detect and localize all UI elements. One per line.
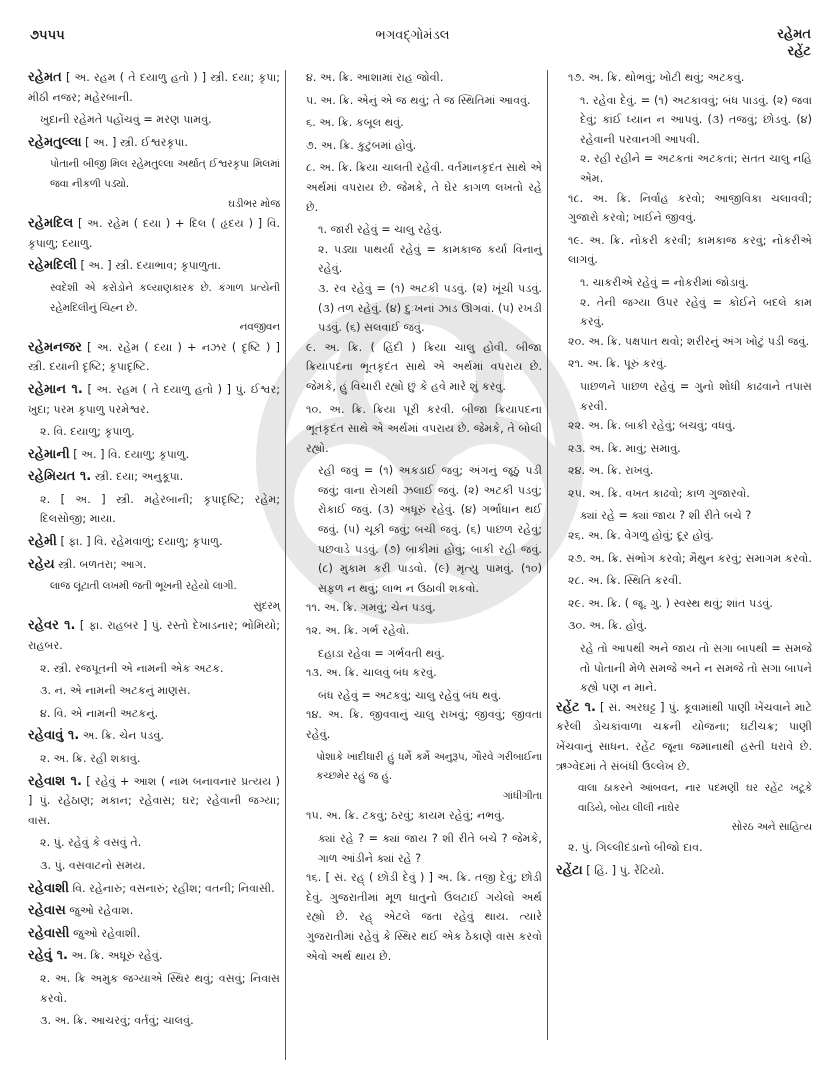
definition: અ. ક્રિ. અધૂરું રહેવું.: [71, 949, 163, 963]
page-number: ૭૫૫૫: [30, 28, 65, 43]
dictionary-entry: [28, 256, 280, 276]
column-right: [556, 68, 812, 1057]
headword: રહેમી: [28, 534, 57, 550]
quotation: [294, 748, 542, 807]
headword: રહેવાશી: [28, 880, 69, 896]
sense: ૫. અ. ક્રિ. એનું એ જ થવું; તે જ સ્થિતિમાં આવવું.: [306, 93, 531, 107]
sense: ૧૫. અ. ક્રિ. ટકવું; ઠરવું; કાયમ રહેવું; નભવું.: [306, 809, 505, 823]
definition: [ અ. ] સ્ત્રી. ઈશ્વરકૃપા.: [85, 135, 188, 149]
idiom: બંધ રહેવું = અટકવું; ચાલુ રહેવું બંધ થવું.: [318, 688, 502, 702]
sense: ૭. અ. ક્રિ. કુટુંબમાં હોવું.: [306, 138, 417, 152]
definition: [ અ. ] સ્ત્રી. દયાભાવ; કૃપાળુતા.: [80, 259, 222, 273]
column-divider: [285, 70, 286, 1060]
sense: ૯. અ. ક્રિ. ( હિંદી ) ક્રિયા ચાલુ હોવી. બીજા ક્રિયાપદના ભૂતકૃદંત સાથે એ અર્થમાં વપરાય છે. જેમકે, હું વિચારી રહ્યો છું કે હવે મારે શું કરવું.: [306, 340, 542, 393]
sense: ૨. સ્ત્રી. રજપૂતની એ નામની એક અટક.: [40, 661, 224, 675]
idiom: રહી જવું = (૧) અકડાઈ જવું; અંગનું જૂઠું પડી જવું; વાના રોગથી ઝલાઈ જવું. (૨) અટકી પડવું; રોકાઈ જવું. (૩) અધૂરું રહેવું. (૪) ગર્ભાધાન થઈ જવું. (૫) ચૂકી જવું; બચી જવું. (૬) પાછળ રહેવું; પછવાડે પડવું. (૭) બાકીમાં હોવું; બાકી રહી જવું. (૮) મુકામ કરી પાડવો. (૯) મૃત્યુ પામવું. (૧૦) સફળ ન થવું; લાભ ન ઉઠાવી શકવો.: [318, 464, 542, 595]
definition: સ્ત્રી. દયા; અનુકૂપા.: [94, 470, 184, 484]
dictionary-entry: [28, 532, 280, 552]
sense: ૨૭. અ. ક્રિ. સંભોગ કરવો; મૈથુન કરવું; સમાગમ કરવો.: [568, 551, 812, 565]
headword: રહેવર ૧.: [28, 618, 76, 634]
headword: રહેમાન ૧.: [28, 381, 83, 397]
sense: ૩. પું. વસવાટનો સમય.: [40, 858, 146, 872]
sense: ૮. અ. ક્રિ. ક્રિયા ચાલતી રહેવી. વર્તમાનકૃદંત સાથે એ અર્થમાં વપરાય છે. જેમકે, તે ઘેર કાગળ લખતો રહે છે.: [306, 161, 542, 214]
dictionary-entry: [28, 772, 280, 831]
dictionary-entry: [28, 946, 280, 966]
sense: ૨૩. અ. ક્રિ. માવું; સમાવું.: [568, 441, 681, 455]
quotation: [28, 155, 280, 214]
sense: ૨૯. અ. ક્રિ. ( જૂ. ગુ. ) સ્વસ્થ થવું; શાંત પડવું.: [568, 596, 773, 610]
quote-text: પોશાકે ખાદીધારી હું ધર્મે કર્મે અનુરૂપ, ગૌરવે ગરીબાઈના કચ્છમેર રહું જ હું.: [316, 750, 542, 783]
dictionary-entry: [556, 861, 812, 881]
sense: ૨. પું. રહેવું કે વસવું તે.: [40, 836, 142, 850]
definition: વિ. રહેનારું; વસનારું; રહીશ; વતની; નિવાસી.: [72, 881, 275, 895]
guide-word-last: રહેંટ: [787, 44, 811, 59]
headword: રહેવાવું ૧.: [28, 728, 80, 744]
quote-text: વાલા ઠાકરને આંબવન, નાર પદમણી ઘર રહેંટ ખટૂકે વાડિયે, બોય લીલી નાઘેર: [578, 782, 812, 814]
quote-text: પોતાની બીજી મિલ રહેમતુલ્લા અર્થાત્ ઈશ્વરકૃપા મિલમાં જવા નીકળી પડ્યો.: [50, 158, 280, 190]
definition: [ રહેવું + આશ ( નામ બનાવનાર પ્રત્યય ) ] પું. રહેઠાણ; મકાન; રહેવાસ; ઘર; રહેવાની જગ્યા; વાસ.: [28, 774, 281, 827]
quotation: [28, 279, 280, 338]
headword: રહેમદિલી: [28, 258, 77, 274]
dictionary-entry: [28, 133, 280, 153]
definition: સ્ત્રી. બળતરા; આગ.: [58, 557, 147, 571]
column-left: [28, 68, 280, 1057]
dictionary-entry: [28, 380, 280, 419]
idiom: ૩. રવ રહેવું = (૧) અટકી પડવું. (૨) ખૂંચી પડવું. (૩) તળ રહેવું. (૪) દુઃખનાં ઝાડ ઊગવાં. (૫) રખડી પડવું. (૬) સલવાઈ જવું.: [318, 281, 542, 335]
idiom: રહે તો આપથી અને જાય તો સગા બાપથી = સમજે તો પોતાની મેળે સમજે અને ન સમજે તો સગા બાપને કહ્યે પણ ન માને.: [580, 642, 812, 695]
dictionary-entry: [28, 445, 280, 465]
idiom: ક્યાં રહે ? = ક્યાં જાય ? શી રીતે બચે ? જેમકે, ગાળ આંડીને ક્યાં રહે ?: [318, 831, 542, 865]
idiom: ૧. રહેવા દેવું. = (૧) અટકાવવું; બંધ પાડવું. (૨) જવા દેવું; કાંઈ ધ્યાન ન આપવું. (૩) તજવું; છોડવું. (૪) રહેવાની પરવાનગી આપવી.: [580, 93, 812, 146]
definition: [ હિં. ] પું. રેંટિયો.: [586, 863, 665, 877]
headword: રહેમાની: [28, 446, 70, 462]
headword: રહેવું ૧.: [28, 948, 68, 964]
book-title: ભગવદ્ગોમંડલ: [375, 28, 450, 43]
definition: [ અ. રહેમ ( દયા ) + નઝર ( દૃષ્ટિ ) ] સ્ત્રી. દયાની દૃષ્ટિ; કૃપાદૃષ્ટિ.: [28, 340, 280, 374]
quotation: [28, 577, 280, 616]
sense: ૩. ન. એ નામની અટકનું માણસ.: [40, 684, 191, 698]
idiom: પાછળને પાછળ રહેવું = ગુનો શોધી કાઢવાને તપાસ કરવી.: [580, 379, 812, 413]
definition: જુઓ રહેવાશી.: [73, 926, 141, 940]
headword: રહેવાશ ૧.: [28, 773, 82, 789]
quotation: [556, 779, 812, 838]
definition: અ. ક્રિ. ચેન પડવું.: [82, 729, 164, 743]
sense: ૧૮. અ. ક્રિ. નિર્વાહ કરવો; આજીવિકા ચલાવવી; ગુજારો કરવો; ખાઈને જીવવું.: [568, 191, 812, 225]
sense: ૧૪. અ. ક્રિ. જીવવાનું ચાલુ રાખવું; જીવવું; જીવતા રહેવું.: [306, 708, 542, 741]
idiom: દહાડા રહેવા = ગર્ભવતી થવું.: [318, 646, 445, 660]
sense: ૧૯. અ. ક્રિ. નોકરી કરવી; કામકાજ કરવું; નોકરીએ લાગવું.: [568, 233, 812, 267]
sense: ૨૦. અ. ક્રિ. પક્ષપાત થવો; શરીરનું અંગ ખોટું પડી જવું.: [568, 334, 810, 348]
quote-source: ઘડીભર મોજ: [228, 197, 280, 210]
sense: ૧૭. અ. ક્રિ. થોભવું; ખોટી થવું; અટકવું.: [568, 71, 745, 84]
sense: ખુદાની રહેમતે પહોંચવું = મરણ પામવું.: [40, 113, 212, 127]
idiom: ૧. ચાકરીએ રહેવું = નોકરીમાં જોડાવું.: [580, 275, 749, 289]
sense: ૧૬. [ સં. રહ્ ( છોડી દેવું ) ] અ. ક્રિ. તજી દેવું; છોડી દેવું. ગુજરાતીમાં મૂળ ધાતુનો ઉલટાઈ ગયેલો અર્થ રહ્યો છે. રહ્ એટલે જતા રહેવું થાય. ત્યારે ગુજરાતીમાં રહેવું કે સ્થિર થઈ એક ઠેકાણે વાસ કરવો એવો અર્થ થાય છે.: [306, 871, 542, 963]
sense: ૨૧. અ. ક્રિ. પૂરું કરવું.: [568, 357, 667, 371]
guide-word-first: રહેમત: [777, 27, 811, 42]
quote-source: ગાંધીગીતા: [503, 789, 542, 802]
dictionary-entry: [28, 467, 280, 487]
sense: ૨. [ અ. ] સ્ત્રી. મહેરબાની; કૃપાદૃષ્ટિ; રહેમ; દિલસોજી; માયા.: [40, 492, 280, 526]
sense: ૪. વિ. એ નામની અટકનું.: [40, 706, 159, 720]
dictionary-entry: [28, 726, 280, 746]
sense: ૩. અ. ક્રિ. આચરવું; વર્તવું; ચાલવું.: [40, 1014, 194, 1028]
definition: [ ફા. રાહબર ] પું. રસ્તો દેખાડનાર; ભોમિયો; રાહબર.: [28, 619, 281, 653]
dictionary-entry: [556, 698, 812, 776]
quote-source: નવજીવન: [239, 321, 280, 334]
idiom: ૨. પડ્યા પાથર્યા રહેવું = કામકાજ કર્યા વિનાનું રહેવું.: [318, 242, 542, 276]
idiom: ૨. રહી રહીને = અટકતાં અટકતાં; સતત ચાલુ નહિ એમ.: [580, 152, 812, 185]
sense: ૨૬. અ. ક્રિ. વેગળું હોવું; દૂર હોવું.: [568, 529, 714, 543]
sense: ૨૮. અ. ક્રિ. સ્થિતિ કરવી.: [568, 574, 682, 588]
column-divider: [547, 70, 548, 1040]
sense: ૬. અ. ક્રિ. કબૂલ થવું.: [306, 116, 404, 130]
headword: રહેમત: [28, 70, 62, 85]
headword: રહેંટ ૧.: [556, 699, 596, 715]
headword: રહેવાસી: [28, 925, 70, 941]
definition: જુઓ રહેવાશ.: [69, 904, 134, 918]
dictionary-entry: [28, 555, 280, 575]
idiom: ક્યાં રહે = ક્યાં જાય ? શી રીતે બચે ?: [580, 509, 752, 523]
headword: રહેમિયત ૧.: [28, 469, 92, 485]
headword: રહેય: [28, 556, 55, 572]
definition: [ અ. રહેમ ( દયા ) + દિલ ( હૃદય ) ] વિ. કૃપાળુ; દયાળુ.: [28, 217, 280, 250]
definition: [ અ. રહમ ( તે દયાળુ હતો ) ] પું. ઈશ્વર; ખુદા; પરમ કૃપાળુ પરમેશ્વર.: [28, 382, 280, 416]
quote-source: સુંદરમ્: [253, 599, 280, 612]
sense: ૪. અ. ક્રિ. આશામાં રાહ જોવી.: [306, 71, 444, 84]
sense: ૧૧. અ. ક્રિ. ગમવું; ચેન પડવું.: [306, 601, 436, 615]
quote-source: સોરઠ અને સાહિત્ય: [731, 821, 812, 834]
dictionary-entry: [28, 616, 280, 655]
dictionary-entry: [28, 924, 280, 944]
quote-text: લાજ લૂંટાતી લખમી જતી ભૂખની રહેયો લાગી.: [50, 580, 237, 593]
sense: ૨૫. અ. ક્રિ. વખત કાઢવો; કાળ ગુજારવો.: [568, 486, 750, 500]
idiom: ૧. જારી રહેવું = ચાલુ રહેવું.: [318, 223, 443, 237]
sense: ૧૩. અ. ક્રિ. ચાલવું બંધ કરવું.: [306, 666, 437, 680]
dictionary-entry: [28, 338, 280, 377]
sense: ૨. પું. ગિલ્લીદંડાનો બીજો દાવ.: [568, 840, 703, 854]
dictionary-entry: [28, 68, 280, 107]
dictionary-entry: [28, 879, 280, 899]
sense: ૩૦. અ. ક્રિ. હોવું.: [568, 619, 648, 633]
definition: [ ફા. ] વિ. રહેમવાળું; દયાળુ; કૃપાળુ.: [60, 535, 223, 549]
headword: રહેમનજર: [28, 339, 82, 355]
sense: ૧૦. અ. ક્રિ. ક્રિયા પૂરી કરવી. બીજા ક્રિયાપદના ભૂતકૃદંત સાથે એ અર્થમાં વપરાય છે. જેમકે, તે બોલી રહ્યો.: [306, 402, 542, 455]
guide-words: [777, 26, 811, 60]
headword: રહેવાસ: [28, 903, 66, 919]
headword: રહેંટા: [556, 862, 583, 878]
sense: ૨૪. અ. ક્રિ. રાખવું.: [568, 464, 654, 478]
page-header: [0, 22, 825, 62]
column-middle: [294, 68, 542, 1057]
sense: ૨. અ. ક્રિ અમુક જગ્યાએ સ્થિર થવું; વસવું; નિવાસ કરવો.: [40, 971, 280, 1005]
headword: રહેમતુલ્લા: [28, 134, 82, 150]
quote-text: સ્વદેશી એ કરોડોને કલ્યાણકારક છે. કંગાળ પ્રત્યેની રહેમદિલીનું ચિહ્ન છે.: [50, 281, 280, 314]
definition: [ અ. રહમ ( તે દયાળુ હતો ) ] સ્ત્રી. દયા; કૃપા; મીઠી નજર; મહેરબાની.: [28, 71, 280, 104]
sense: ૨૨. અ. ક્રિ. બાકી રહેવું; બચવું; વધવું.: [568, 419, 736, 433]
definition: [ અ. ] વિ. દયાળુ; કૃપાળુ.: [73, 447, 190, 461]
definition: [ સં. અરઘટ્ટ ] પું. કૂવામાંથી પાણી ખેંચવાને માટે કરેલી ડોચકાંવાળા ચક્રની યોજના; ઘટીચક્ર; પાણી ખેંચવાનું સાધન. રહેંટ જૂના જમાનાથી હસ્તી ધરાવે છે. ઋગ્વેદમાં તે સંબંધી ઉલ્લેખ છે.: [556, 700, 812, 773]
dictionary-entry: [28, 901, 280, 921]
headword: રહેમદિલ: [28, 216, 74, 232]
sense: ૨. અ. ક્રિ. રહી શકાવું.: [40, 752, 141, 765]
sense: ૨. વિ. દયાળુ; કૃપાળુ.: [40, 425, 135, 439]
sense: ૧૨. અ. ક્રિ. ગર્ભ રહેવો.: [306, 624, 410, 638]
dictionary-entry: [28, 214, 280, 253]
idiom: ૨. તેની જગ્યા ઉપર રહેવું = કોઈને બદલે કામ કરવું.: [580, 295, 812, 329]
